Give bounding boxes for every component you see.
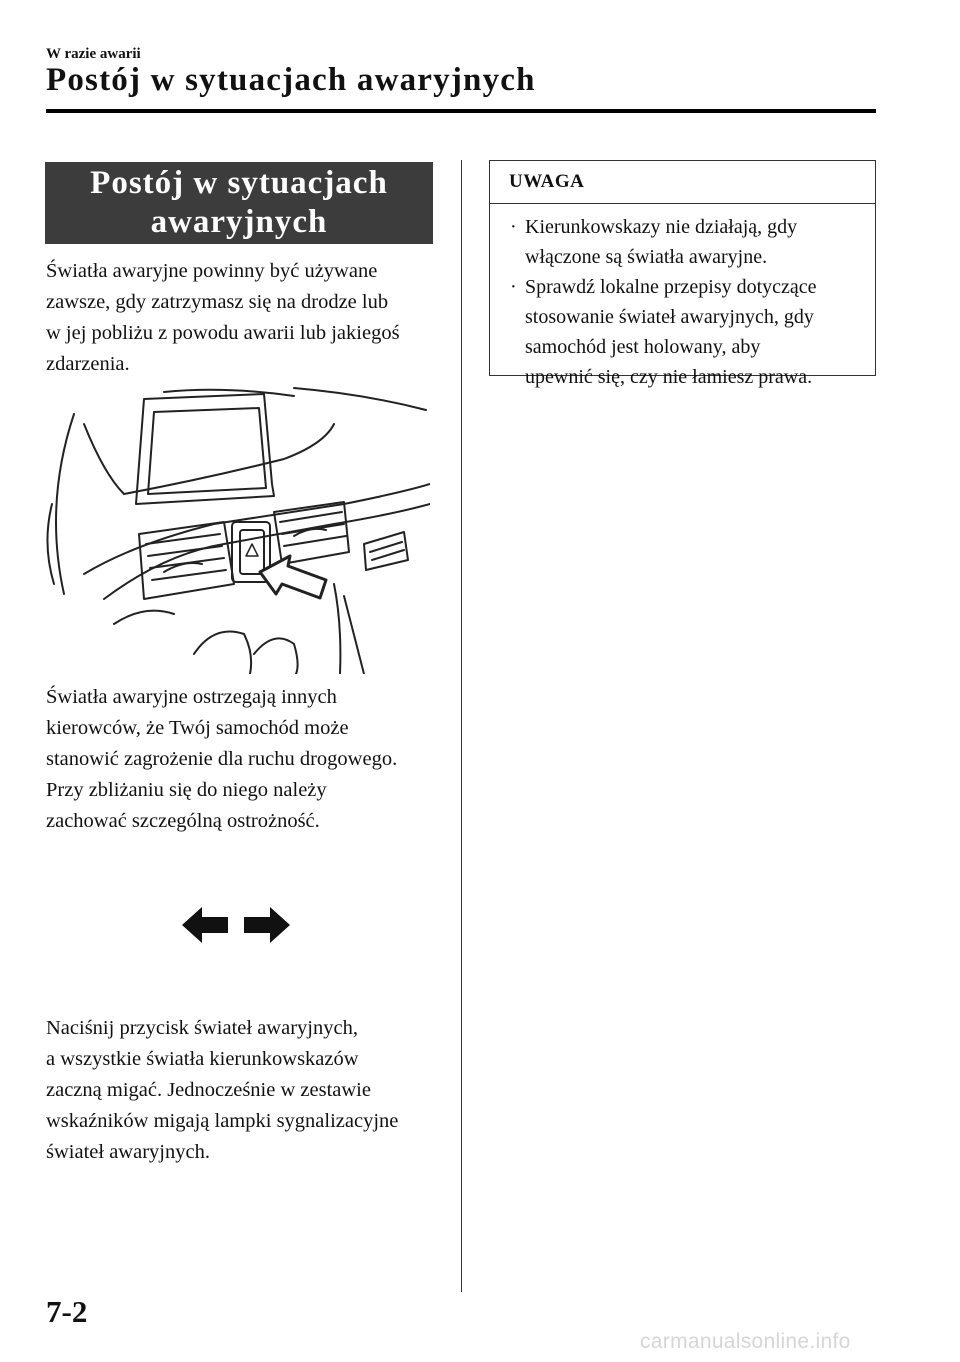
chapter-label: W razie awarii: [46, 46, 141, 62]
page-title: Postój w sytuacjach awaryjnych: [46, 62, 536, 98]
column-divider: [461, 160, 462, 1292]
notice-line: upewnić się, czy nie łamiesz prawa.: [525, 366, 813, 388]
paragraph-line: Światła awaryjne ostrzegają innych: [46, 686, 337, 708]
notice-line: stosowanie świateł awaryjnych, gdy: [525, 306, 814, 328]
paragraph-line: w jej pobliżu z powodu awarii lub jakiegoś: [46, 322, 400, 344]
notice-item: [490, 212, 875, 272]
notice-heading: UWAGA: [490, 161, 875, 204]
title-rule: [46, 109, 876, 113]
notice-box: [489, 160, 876, 388]
notice-line: Kierunkowskazy nie działają, gdy: [525, 216, 798, 238]
bullet-icon: ·: [510, 276, 517, 298]
paragraph-line: Naciśnij przycisk świateł awaryjnych,: [46, 1017, 358, 1039]
section-heading-line1: Postój w sytuacjach: [90, 165, 388, 201]
notice-line: włączone są światła awaryjne.: [525, 246, 768, 268]
bullet-icon: ·: [510, 216, 517, 238]
section-heading: [45, 162, 433, 244]
paragraph-line: zdarzenia.: [46, 353, 130, 375]
notice-item: [490, 272, 875, 392]
notice-list: [490, 204, 875, 392]
notice-line: samochód jest holowany, aby: [525, 336, 761, 358]
notice-line: Sprawdź lokalne przepisy dotyczące: [525, 276, 817, 298]
paragraph-line: wskaźników migają lampki sygnalizacyjne: [46, 1110, 399, 1132]
paragraph-line: stanowić zagrożenie dla ruchu drogowego.: [46, 748, 398, 770]
paragraph-line: Światła awaryjne powinny być używane: [46, 260, 378, 282]
paragraph-line: świateł awaryjnych.: [46, 1141, 210, 1163]
paragraph-line: Przy zbliżaniu się do niego należy: [46, 779, 327, 801]
paragraph-line: zachować szczególną ostrożność.: [46, 810, 320, 832]
page-number: 7-2: [46, 1294, 88, 1329]
paragraph-line: kierowców, że Twój samochód może: [46, 717, 349, 739]
paragraph-line: zaczną migać. Jednocześnie w zestawie: [46, 1079, 371, 1101]
turn-signal-arrows-icon: [180, 905, 292, 945]
watermark: carmanualsonline.info: [640, 1330, 851, 1353]
section-heading-line2: awaryjnych: [150, 204, 328, 240]
paragraph-warning: [46, 682, 456, 837]
paragraph-line: zawsze, gdy zatrzymasz się na drodze lub: [46, 291, 389, 313]
paragraph-intro: [46, 256, 456, 380]
dashboard-hazard-switch-illustration: [44, 384, 430, 674]
paragraph-instructions: [46, 1013, 456, 1168]
paragraph-line: a wszystkie światła kierunkowskazów: [46, 1048, 359, 1070]
